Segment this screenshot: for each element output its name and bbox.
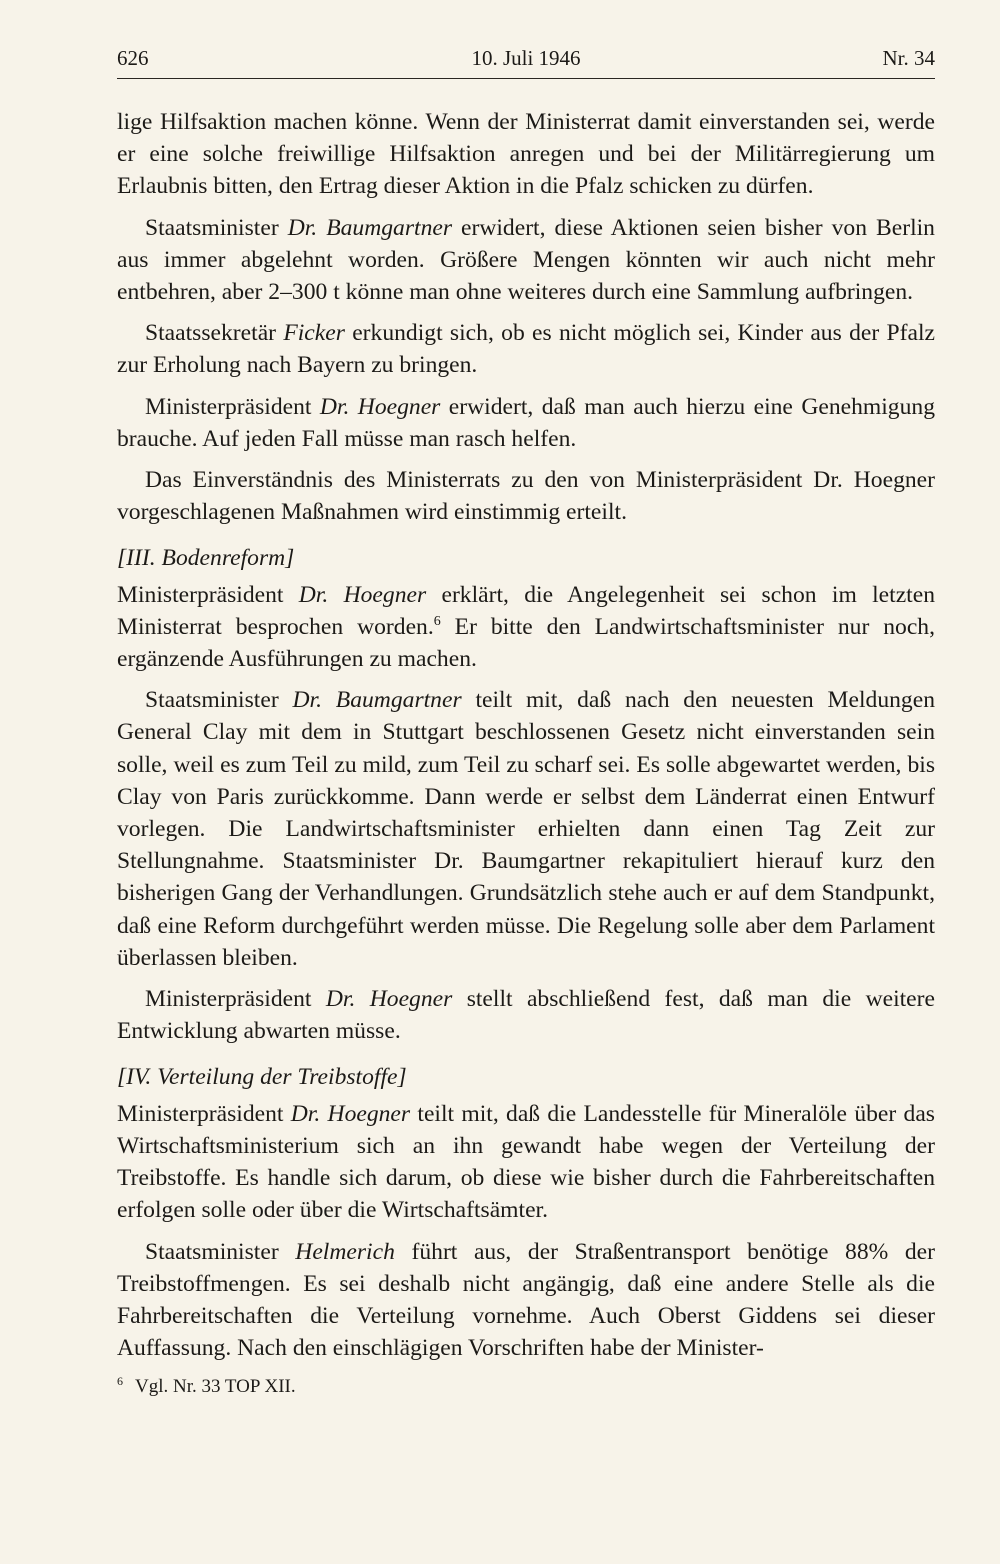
paragraph	[117, 212, 935, 309]
footnote-number: 6	[117, 1373, 123, 1388]
paragraph: lige Hilfsaktion machen könne. Wenn der Ministerrat damit einverstanden sei, werde er eine solche freiwillige Hilfsaktion anregen und bei der Militärregierung um Erlaubnis bitten, den Ertrag dieser Aktion in die Pfalz schicken zu dürfen.	[117, 109, 935, 200]
paragraph	[117, 579, 935, 676]
speaker-name: Dr. Hoegner	[319, 393, 441, 420]
paragraph-text: erwidert, daß man auch hierzu eine Genehmigung brauche. Auf jeden Fall müsse man rasch helfen.	[117, 393, 935, 452]
paragraph-text: erwidert, diese Aktionen seien bisher von Berlin aus immer abgelehnt worden. Größere Mengen könnten wir auch nicht mehr entbehren, aber 2–300 t könne man ohne weiteres durch eine Sammlung aufbringen.	[117, 214, 935, 306]
page-number: 626	[117, 46, 149, 70]
header-date: 10. Juli 1946	[471, 46, 581, 70]
paragraph-text: Staatsminister	[145, 1238, 296, 1265]
speaker-name: Dr. Hoegner	[290, 1100, 411, 1127]
paragraph	[117, 1098, 935, 1227]
paragraph-text: Er bitte den Landwirtschaftsminister nur noch, ergänzende Ausführungen zu machen.	[117, 613, 935, 673]
footnote-text: Vgl. Nr. 33 TOP XII.	[135, 1376, 296, 1397]
paragraph-text: Staatsminister	[145, 687, 293, 714]
paragraph-text: teilt mit, daß die Landesstelle für Mineralöle über das Wirtschaftsministerium sich an ihn gewandt habe wegen der Verteilung der Treibstoffe. Es handle sich darum, ob diese wie bisher durch die Fahrbereitschaften erfolgen solle oder über die Wirtschaftsämter.	[117, 1100, 935, 1224]
paragraph-text: Staatsminister	[145, 214, 288, 241]
paragraph-text: Staatssekretär	[145, 320, 284, 347]
paragraph-text: führt aus, der Straßentransport benötige 88% der Treibstoffmengen. Es sei deshalb nicht angängig, daß eine andere Stelle als die Fahrbereitschaften die Verteilung vornehme. Auch Oberst Giddens sei dieser Auffassung. Nach den einschlägigen Vorschriften habe der Minister-	[117, 1238, 935, 1362]
paragraph-text: erklärt, die Angelegenheit sei schon im letzten Ministerrat besprochen worden.	[117, 581, 935, 640]
paragraph-text: Ministerpräsident	[117, 1100, 291, 1127]
document-body	[117, 106, 935, 1364]
paragraph-text: stellt abschließend fest, daß man die weitere Entwicklung abwarten müsse.	[117, 986, 935, 1045]
speaker-name: Dr. Hoegner	[298, 581, 427, 608]
section-heading: [III. Bodenreform]	[117, 545, 295, 572]
document-number: Nr. 34	[882, 46, 935, 70]
paragraph	[117, 317, 935, 381]
paragraph-text: teilt mit, daß nach den neuesten Meldungen General Clay mit dem in Stuttgart beschlossenen Gesetz nicht einverstanden sein solle, weil es zum Teil zu mild, zum Teil zu scharf sei. Es solle abgewartet werden, bis Clay von Paris zurückkomme. Dann werde er selbst dem Länderrat einen Entwurf vorlegen. Die Landwirtschaftsminister erhielten dann einen Tag Zeit zur Stellungnahme. Staatsminister Dr. Baumgartner rekapituliert hierauf kurz den bisherigen Gang der Verhandlungen. Grundsätzlich stehe auch er auf dem Standpunkt, daß eine Reform durchgeführt werden müsse. Die Regelung solle aber dem Parlament überlassen bleiben.	[117, 687, 935, 971]
speaker-name: Dr. Baumgartner	[292, 687, 462, 714]
page-header	[117, 42, 935, 79]
paragraph-text: Ministerpräsident	[145, 393, 320, 420]
speaker-name: Dr. Baumgartner	[287, 214, 453, 241]
paragraph	[117, 684, 935, 974]
paragraph	[117, 983, 935, 1047]
footnote-marker[interactable]: 6	[433, 613, 441, 629]
speaker-name: Ficker	[283, 320, 345, 347]
paragraph: Das Einverständnis des Ministerrats zu den von Ministerpräsident Dr. Hoegner vorgeschlagenen Maßnahmen wird einstimmig erteilt.	[117, 467, 935, 526]
paragraph-text: erkundigt sich, ob es nicht möglich sei, Kinder aus der Pfalz zur Erholung nach Bayern zu bringen.	[117, 320, 935, 379]
speaker-name: Helmerich	[295, 1238, 395, 1265]
paragraph	[117, 391, 935, 455]
speaker-name: Dr. Hoegner	[325, 986, 453, 1013]
section-heading: [IV. Verteilung der Treibstoffe]	[117, 1064, 407, 1091]
paragraph-text: Ministerpräsident	[117, 581, 299, 608]
paragraph-text: Ministerpräsident	[145, 986, 326, 1013]
paragraph	[117, 1236, 935, 1365]
footnote	[117, 1374, 296, 1400]
